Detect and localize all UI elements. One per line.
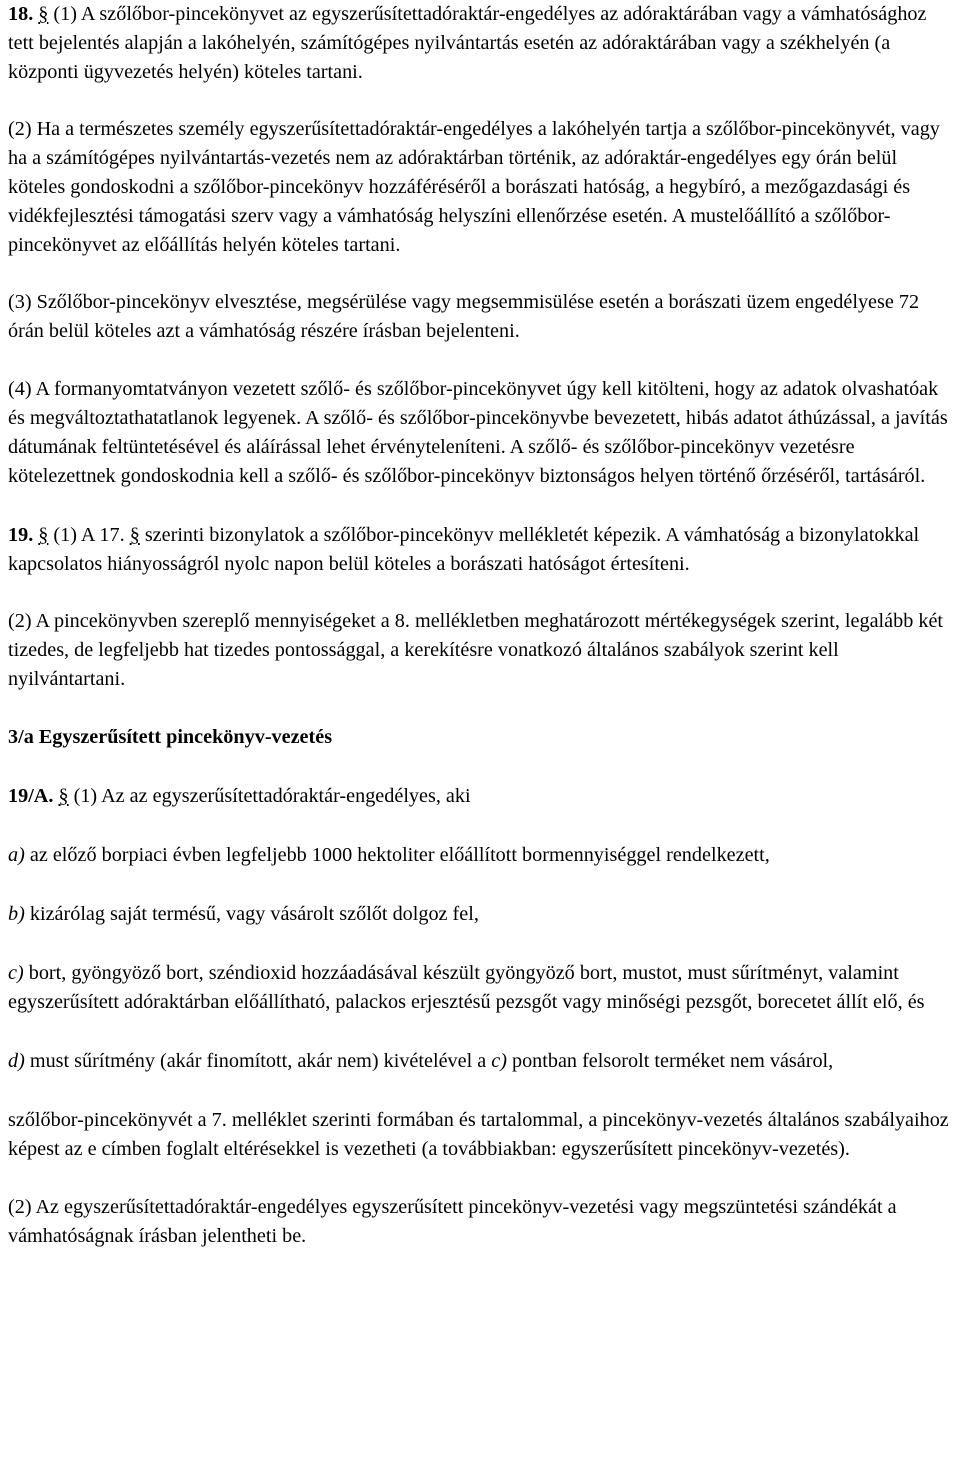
item-label: a): [8, 844, 25, 866]
list-item-d: [8, 1047, 954, 1076]
section-number: 19.: [8, 524, 34, 546]
paragraph-text: (1) A szőlőbor-pincekönyvet az egyszerűsítettadóraktár-engedélyes az adóraktárában vagy a vámhatósághoz tett bejelentés alapján a lakóhelyén, számítógépes nyilvántartás esetén az adóraktárában vagy a székhelyén (a központi ügyvezetés helyén) köteles tartani.: [8, 3, 927, 83]
item-label: d): [8, 1050, 25, 1072]
item-text: az előző borpiaci évben legfeljebb 1000 hektoliter előállított bormennyiséggel rendelkezett,: [24, 844, 770, 866]
section-number: 18.: [8, 3, 34, 25]
section-link[interactable]: §: [58, 785, 69, 807]
section-link[interactable]: §: [38, 524, 49, 546]
section-19-paragraph-2: (2) A pincekönyvben szereplő mennyiségeket a 8. mellékletben meghatározott mértékegységek szerint, legalább két tizedes, de legfeljebb hat tizedes pontossággal, a kerekítésre vonatkozó általános szabályok szerint kell nyilvántartani.: [8, 610, 944, 690]
section-19a-paragraph-1: [8, 782, 954, 811]
section-19a-paragraph-2: (2) Az egyszerűsítettadóraktár-engedélyes egyszerűsített pincekönyv-vezetési vagy megszüntetési szándékát a vámhatóságnak írásban jelentheti be.: [8, 1196, 897, 1247]
list-item-c: [8, 959, 954, 1017]
item-text: kizárólag saját termésű, vagy vásárolt szőlőt dolgoz fel,: [24, 903, 479, 925]
paragraph-text: (1) A 17.: [48, 524, 130, 546]
list-item-a: [8, 841, 954, 870]
section-19-paragraph-1: [8, 521, 954, 579]
section-18-paragraph-1: [8, 0, 954, 87]
list-item-b: [8, 900, 954, 929]
item-text: pontban felsorolt terméket nem vásárol,: [506, 1050, 834, 1072]
item-reference: c): [491, 1050, 507, 1072]
item-text: must sűrítmény (akár finomított, akár nem) kivételével a: [24, 1050, 492, 1072]
section-18-paragraph-2: (2) Ha a természetes személy egyszerűsítettadóraktár-engedélyes a lakóhelyén tartja a szőlőbor-pincekönyvét, vagy ha a számítógépes nyilvántartás-vezetés nem az adóraktárban történik, az adóraktár-engedélyes egy órán belül köteles gondoskodni a szőlőbor-pincekönyv hozzáféréséről a borászati hatóság, a hegybíró, a mezőgazdasági és vidékfejlesztési támogatási szerv vagy a vámhatóság helyszíni ellenőrzése esetén. A mustelőállító a szőlőbor-pincekönyvet az előállítás helyén köteles tartani.: [8, 118, 940, 256]
item-text: bort, gyöngyöző bort, széndioxid hozzáadásával készült gyöngyöző bort, mustot, must sűrítményt, valamint egyszerűsített adóraktárban előállítható, palackos erjesztésű pezsgőt vagy minőségi pezsgőt, borecetet állít elő, és: [8, 962, 925, 1013]
subtitle-heading: 3/a Egyszerűsített pincekönyv-vezetés: [8, 726, 333, 748]
item-label: b): [8, 903, 25, 925]
section-reference-link[interactable]: §: [129, 524, 140, 546]
paragraph-text: (1) Az az egyszerűsítettadóraktár-engedélyes, aki: [68, 785, 471, 807]
section-18-paragraph-3: (3) Szőlőbor-pincekönyv elvesztése, megsérülése vagy megsemmisülése esetén a borászati üzem engedélyese 72 órán belül köteles azt a vámhatóság részére írásban bejelenteni.: [8, 291, 920, 342]
section-18-paragraph-4: (4) A formanyomtatványon vezetett szőlő- és szőlőbor-pincekönyvet úgy kell kitölteni, hogy az adatok olvashatóak és megváltoztathatatlanok legyenek. A szőlő- és szőlőbor-pincekönyvbe bevezetett, hibás adatot áthúzással, a javítás dátumának feltüntetésével és aláírással lehet érvényteleníteni. A szőlő- és szőlőbor-pincekönyv vezetésre kötelezettnek gondoskodnia kell a szőlő- és szőlőbor-pincekönyv biztonságos helyen történő őrzéséről, tartásáról.: [8, 378, 948, 487]
section-19a-closing-text: szőlőbor-pincekönyvét a 7. melléklet szerinti formában és tartalommal, a pincekönyv-vezetés általános szabályaihoz képest az e címben foglalt eltérésekkel is vezetheti (a továbbiakban: egyszerűsített pincekönyv-vezetés).: [8, 1109, 949, 1160]
item-label: c): [8, 962, 24, 984]
section-number: 19/A.: [8, 785, 54, 807]
paragraph-text: szerinti bizonylatok a szőlőbor-pincekönyv mellékletét képezik. A vámhatóság a bizonylatokkal kapcsolatos hiányosságról nyolc napon belül köteles a borászati hatóságot értesíteni.: [8, 524, 920, 575]
section-link[interactable]: §: [38, 3, 49, 25]
